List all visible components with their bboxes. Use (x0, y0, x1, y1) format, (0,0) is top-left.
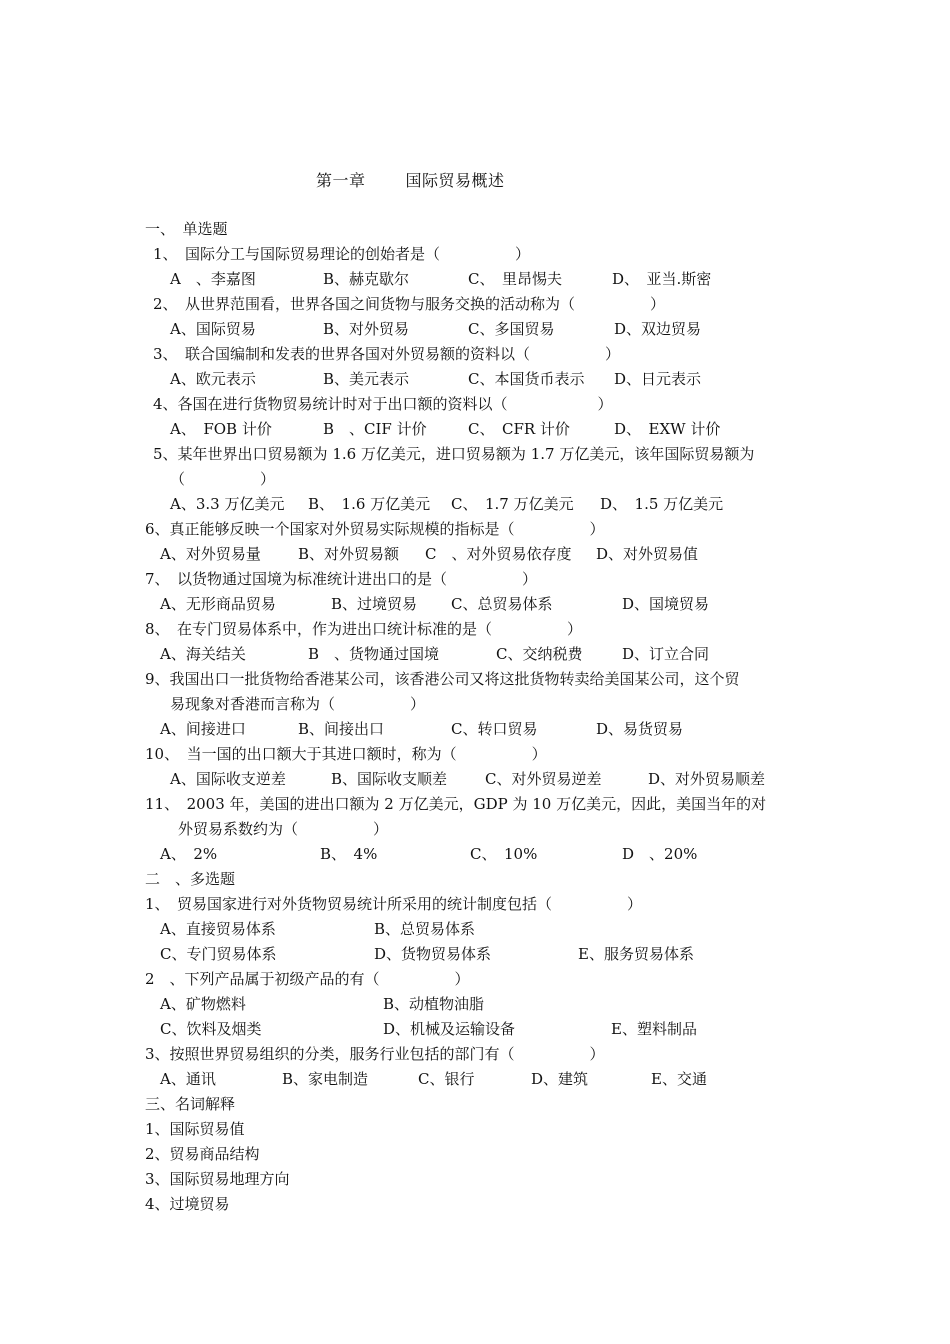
question-text: 8、 在专门贸易体系中，作为进出口统计标准的是（ ） (145, 620, 583, 638)
option: D、日元表示 (614, 370, 702, 388)
question-text-continued: 易现象对香港而言称为（ ） (170, 695, 426, 713)
option-row (145, 842, 825, 867)
option-row (145, 1017, 825, 1042)
question-text: 7、 以货物通过国境为标准统计进出口的是（ ） (145, 570, 538, 588)
chapter-title (316, 168, 505, 191)
option-row (145, 942, 825, 967)
section-heading: 一、 单选题 (145, 220, 228, 238)
chapter-topic: 国际贸易概述 (405, 171, 505, 190)
option: D、 亚当.斯密 (612, 270, 712, 288)
option: D、 1.5 万亿美元 (600, 495, 724, 513)
option: A、3.3 万亿美元 (170, 495, 285, 513)
question-text-continued: 外贸易系数约为（ ） (178, 820, 389, 838)
option: A、无形商品贸易 (160, 595, 276, 613)
question-text: 3、按照世界贸易组织的分类，服务行业包括的部门有（ ） (145, 1045, 605, 1063)
option: C、对外贸易逆差 (485, 770, 602, 788)
option: C、多国贸易 (468, 320, 555, 338)
option-row (145, 417, 825, 442)
question-text: 2 、下列产品属于初级产品的有（ ） (145, 970, 470, 988)
option: C、本国货币表示 (468, 370, 585, 388)
option: A、通讯 (160, 1070, 216, 1088)
option: B、总贸易体系 (374, 920, 476, 938)
option: A、 2% (160, 845, 218, 863)
option: B、 1.6 万亿美元 (308, 495, 431, 513)
option: B、过境贸易 (331, 595, 418, 613)
option-row (145, 592, 825, 617)
option: C 、对外贸易依存度 (425, 545, 572, 563)
option: D、 EXW 计价 (614, 420, 721, 438)
option-row (145, 367, 825, 392)
term-item: 3、国际贸易地理方向 (145, 1170, 290, 1188)
option: E、塑料制品 (611, 1020, 697, 1038)
option: D、货物贸易体系 (374, 945, 492, 963)
option: C、专门贸易体系 (160, 945, 277, 963)
option: C、 10% (470, 845, 538, 863)
option: D、国境贸易 (622, 595, 710, 613)
question-text: 4、各国在进行货物贸易统计时对于出口额的资料以（ ） (153, 395, 613, 413)
option-row (145, 1067, 825, 1092)
option-row (145, 717, 825, 742)
option: B、对外贸易 (323, 320, 410, 338)
question-text: 1、 贸易国家进行对外货物贸易统计所采用的统计制度包括（ ） (145, 895, 643, 913)
option: C、交纳税费 (496, 645, 583, 663)
option: C、银行 (418, 1070, 475, 1088)
option: B、赫克歇尔 (323, 270, 410, 288)
option: A、矿物燃料 (160, 995, 246, 1013)
option-row (145, 317, 825, 342)
option-row (145, 542, 825, 567)
question-text: 6、真正能够反映一个国家对外贸易实际规模的指标是（ ） (145, 520, 605, 538)
option: A、国际收支逆差 (170, 770, 286, 788)
option-row (145, 492, 825, 517)
option: D、订立合同 (622, 645, 710, 663)
option: B、 4% (320, 845, 378, 863)
option: B、美元表示 (323, 370, 410, 388)
option-row (145, 992, 825, 1017)
option: A 、李嘉图 (170, 270, 256, 288)
option: B 、货物通过国境 (308, 645, 440, 663)
option-row (145, 917, 825, 942)
option: B 、CIF 计价 (323, 420, 427, 438)
question-text: 10、 当一国的出口额大于其进口额时，称为（ ） (145, 745, 547, 763)
option-row (145, 267, 825, 292)
option-row (145, 642, 825, 667)
option: B、对外贸易额 (298, 545, 400, 563)
option: C、 CFR 计价 (468, 420, 570, 438)
section-heading: 二 、多选题 (145, 870, 236, 888)
question-text: 1、 国际分工与国际贸易理论的创始者是（ ） (153, 245, 531, 263)
option: B、动植物油脂 (383, 995, 485, 1013)
option: E、服务贸易体系 (578, 945, 694, 963)
chapter-number: 第一章 (316, 171, 366, 190)
option: B、间接出口 (298, 720, 385, 738)
question-text: 3、 联合国编制和发表的世界各国对外贸易额的资料以（ ） (153, 345, 621, 363)
option: D 、20% (622, 845, 698, 863)
option: C、转口贸易 (451, 720, 538, 738)
option: B、家电制造 (282, 1070, 369, 1088)
option: A、国际贸易 (170, 320, 256, 338)
question-text: 11、 2003 年，美国的进出口额为 2 万亿美元，GDP 为 10 万亿美元，因此，美国当年的对 (145, 795, 767, 813)
question-list (145, 217, 825, 1217)
term-item: 4、过境贸易 (145, 1195, 230, 1213)
option: D、对外贸易值 (596, 545, 699, 563)
option: A、欧元表示 (170, 370, 256, 388)
option: D、双边贸易 (614, 320, 702, 338)
question-text: 9、我国出口一批货物给香港某公司，该香港公司又将这批货物转卖给美国某公司，这个贸 (145, 670, 740, 688)
question-text: 5、某年世界出口贸易额为 1.6 万亿美元，进口贸易额为 1.7 万亿美元，该年国际贸易额为 (153, 445, 755, 463)
option: A、对外贸易量 (160, 545, 261, 563)
option: C、 1.7 万亿美元 (451, 495, 574, 513)
section-heading: 三、名词解释 (145, 1095, 236, 1113)
option: D、对外贸易顺差 (648, 770, 766, 788)
option: B、国际收支顺差 (331, 770, 448, 788)
option: C、饮料及烟类 (160, 1020, 262, 1038)
option: A、直接贸易体系 (160, 920, 276, 938)
option: C、总贸易体系 (451, 595, 553, 613)
option: D、建筑 (531, 1070, 589, 1088)
option: D、易货贸易 (596, 720, 684, 738)
question-text-continued: （ ） (170, 470, 276, 488)
term-item: 1、国际贸易值 (145, 1120, 245, 1138)
option: C、 里昂惕夫 (468, 270, 562, 288)
option: D、机械及运输设备 (383, 1020, 516, 1038)
option: A、海关结关 (160, 645, 246, 663)
term-item: 2、贸易商品结构 (145, 1145, 260, 1163)
option: A、间接进口 (160, 720, 246, 738)
option-row (145, 767, 825, 792)
question-text: 2、 从世界范围看，世界各国之间货物与服务交换的活动称为（ ） (153, 295, 666, 313)
option: E、交通 (651, 1070, 707, 1088)
option: A、 FOB 计价 (170, 420, 272, 438)
